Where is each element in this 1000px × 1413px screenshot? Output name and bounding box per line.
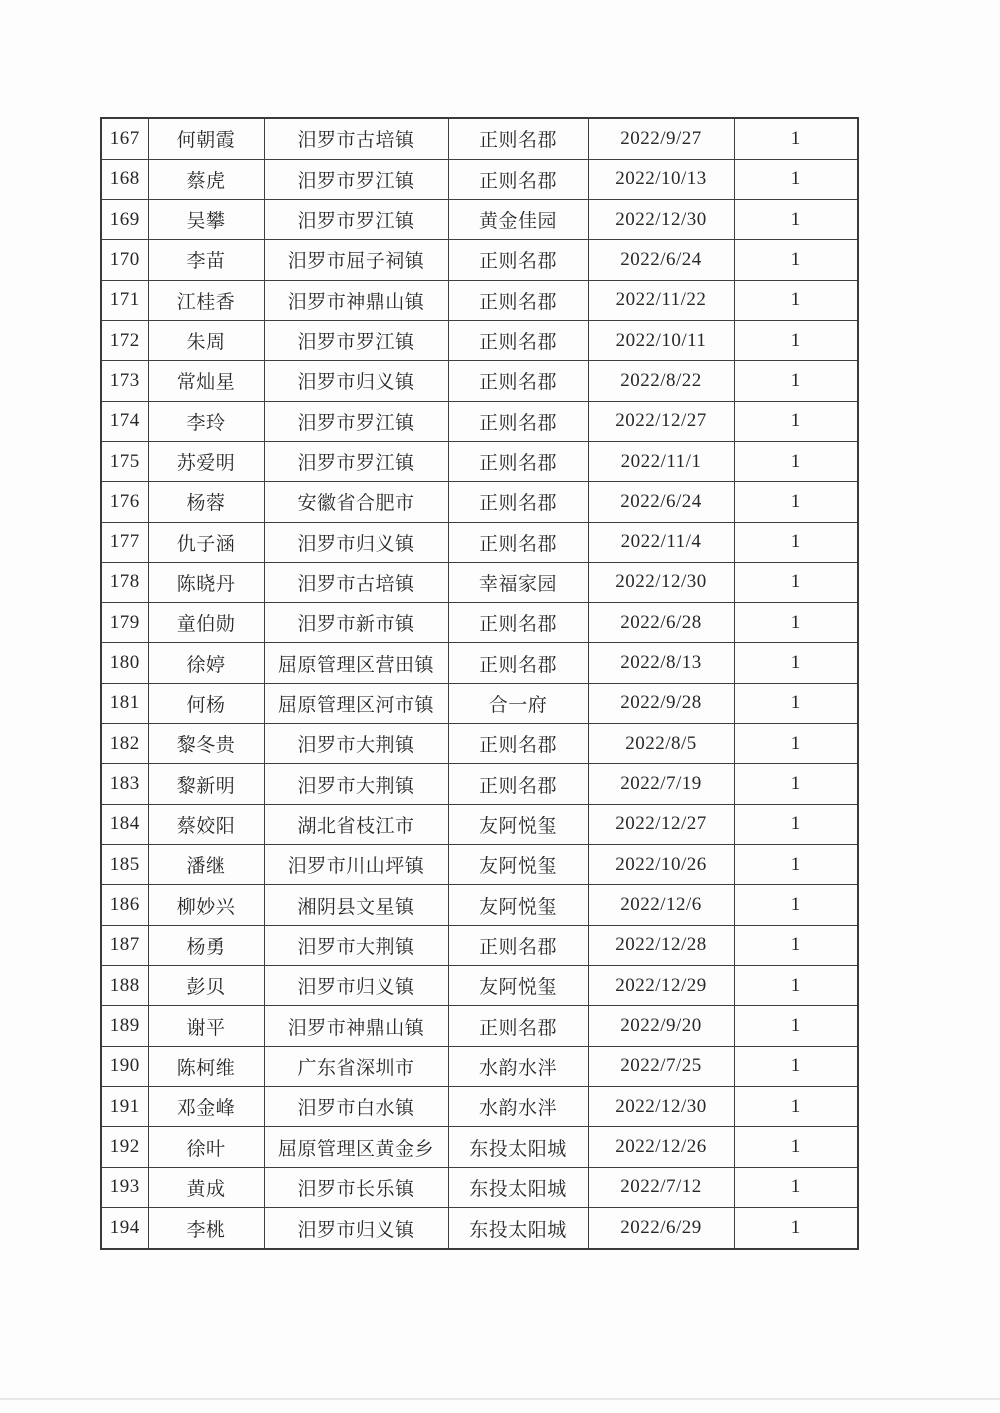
- table-cell-count: 1: [734, 159, 858, 199]
- table-row: [101, 643, 858, 683]
- table-cell-date: 2022/10/13: [588, 159, 734, 199]
- table-cell-community: 正则名郡: [448, 361, 588, 401]
- table-cell-community: 水韵水泮: [448, 1046, 588, 1086]
- table-row: [101, 764, 858, 804]
- table-cell-location: 汨罗市神鼎山镇: [264, 1006, 448, 1046]
- table-cell-index: 184: [101, 804, 148, 844]
- table-row: [101, 522, 858, 562]
- table-cell-count: 1: [734, 361, 858, 401]
- table-cell-community: 友阿悦玺: [448, 804, 588, 844]
- table-cell-date: 2022/8/22: [588, 361, 734, 401]
- table-cell-index: 179: [101, 603, 148, 643]
- table-cell-count: 1: [734, 1167, 858, 1207]
- table-cell-count: 1: [734, 320, 858, 360]
- table-cell-index: 193: [101, 1167, 148, 1207]
- table-cell-name: 童伯勋: [148, 603, 264, 643]
- table-cell-location: 汨罗市归义镇: [264, 522, 448, 562]
- table-cell-date: 2022/9/27: [588, 118, 734, 159]
- table-cell-location: 汨罗市古培镇: [264, 118, 448, 159]
- table-row: [101, 1006, 858, 1046]
- table-cell-date: 2022/8/5: [588, 724, 734, 764]
- table-cell-name: 黄成: [148, 1167, 264, 1207]
- table-row: [101, 1127, 858, 1167]
- table-cell-count: 1: [734, 482, 858, 522]
- table-cell-index: 191: [101, 1087, 148, 1127]
- table-cell-name: 仇子涵: [148, 522, 264, 562]
- table-cell-date: 2022/12/6: [588, 885, 734, 925]
- table-cell-date: 2022/11/4: [588, 522, 734, 562]
- table-cell-location: 汨罗市罗江镇: [264, 401, 448, 441]
- table-cell-name: 陈晓丹: [148, 562, 264, 602]
- table-cell-location: 屈原管理区河市镇: [264, 683, 448, 723]
- table-cell-location: 屈原管理区黄金乡: [264, 1127, 448, 1167]
- table-cell-date: 2022/7/19: [588, 764, 734, 804]
- table-row: [101, 845, 858, 885]
- table-cell-index: 188: [101, 966, 148, 1006]
- table-cell-index: 194: [101, 1208, 148, 1249]
- table-cell-date: 2022/12/27: [588, 804, 734, 844]
- table-body: [101, 118, 858, 1249]
- table-cell-location: 汨罗市白水镇: [264, 1087, 448, 1127]
- table-cell-index: 178: [101, 562, 148, 602]
- table-cell-count: 1: [734, 1046, 858, 1086]
- table-cell-index: 175: [101, 441, 148, 481]
- table-cell-count: 1: [734, 885, 858, 925]
- table-cell-name: 常灿星: [148, 361, 264, 401]
- table-cell-name: 何杨: [148, 683, 264, 723]
- table-cell-location: 汨罗市罗江镇: [264, 199, 448, 239]
- table-cell-name: 江桂香: [148, 280, 264, 320]
- table-cell-name: 徐叶: [148, 1127, 264, 1167]
- table-cell-community: 正则名郡: [448, 240, 588, 280]
- table-cell-name: 蔡姣阳: [148, 804, 264, 844]
- table-cell-count: 1: [734, 643, 858, 683]
- table-row: [101, 1167, 858, 1207]
- table-cell-index: 192: [101, 1127, 148, 1167]
- table-cell-community: 正则名郡: [448, 280, 588, 320]
- table-row: [101, 361, 858, 401]
- table-row: [101, 683, 858, 723]
- table-cell-date: 2022/12/28: [588, 925, 734, 965]
- table-row: [101, 885, 858, 925]
- table-cell-date: 2022/12/30: [588, 1087, 734, 1127]
- table-cell-name: 杨蓉: [148, 482, 264, 522]
- table-row: [101, 966, 858, 1006]
- table-cell-community: 东投太阳城: [448, 1127, 588, 1167]
- table-cell-count: 1: [734, 562, 858, 602]
- table-cell-date: 2022/12/26: [588, 1127, 734, 1167]
- table-cell-name: 潘继: [148, 845, 264, 885]
- table-cell-location: 汨罗市归义镇: [264, 1208, 448, 1249]
- table-cell-index: 177: [101, 522, 148, 562]
- table-row: [101, 240, 858, 280]
- table-cell-date: 2022/6/28: [588, 603, 734, 643]
- table-row: [101, 1046, 858, 1086]
- table-cell-count: 1: [734, 683, 858, 723]
- table-cell-location: 汨罗市大荆镇: [264, 925, 448, 965]
- table-row: [101, 1087, 858, 1127]
- table-cell-name: 朱周: [148, 320, 264, 360]
- table-cell-name: 何朝霞: [148, 118, 264, 159]
- table-cell-community: 黄金佳园: [448, 199, 588, 239]
- table-cell-community: 正则名郡: [448, 925, 588, 965]
- table-cell-location: 湘阴县文星镇: [264, 885, 448, 925]
- table-cell-index: 186: [101, 885, 148, 925]
- table-cell-community: 友阿悦玺: [448, 966, 588, 1006]
- table-cell-location: 广东省深圳市: [264, 1046, 448, 1086]
- table-cell-count: 1: [734, 441, 858, 481]
- table-cell-date: 2022/7/12: [588, 1167, 734, 1207]
- table-cell-date: 2022/10/26: [588, 845, 734, 885]
- table-cell-name: 徐婷: [148, 643, 264, 683]
- table-cell-community: 正则名郡: [448, 522, 588, 562]
- table-cell-community: 友阿悦玺: [448, 845, 588, 885]
- table-cell-date: 2022/6/29: [588, 1208, 734, 1249]
- table-cell-community: 正则名郡: [448, 482, 588, 522]
- table-cell-count: 1: [734, 199, 858, 239]
- table-row: [101, 199, 858, 239]
- table-cell-count: 1: [734, 724, 858, 764]
- table-cell-name: 李玲: [148, 401, 264, 441]
- table-cell-index: 183: [101, 764, 148, 804]
- table-cell-index: 190: [101, 1046, 148, 1086]
- table-cell-community: 正则名郡: [448, 643, 588, 683]
- table-cell-count: 1: [734, 1127, 858, 1167]
- table-cell-index: 182: [101, 724, 148, 764]
- table-cell-date: 2022/10/11: [588, 320, 734, 360]
- table-row: [101, 804, 858, 844]
- table-cell-count: 1: [734, 522, 858, 562]
- table-cell-date: 2022/12/30: [588, 199, 734, 239]
- table-cell-name: 蔡虎: [148, 159, 264, 199]
- table-cell-name: 李苗: [148, 240, 264, 280]
- table-cell-count: 1: [734, 118, 858, 159]
- table-cell-date: 2022/12/27: [588, 401, 734, 441]
- table-cell-date: 2022/9/20: [588, 1006, 734, 1046]
- table-cell-date: 2022/12/29: [588, 966, 734, 1006]
- table-cell-date: 2022/11/1: [588, 441, 734, 481]
- table-cell-count: 1: [734, 804, 858, 844]
- table-cell-count: 1: [734, 1208, 858, 1249]
- table-cell-index: 173: [101, 361, 148, 401]
- table-cell-date: 2022/8/13: [588, 643, 734, 683]
- table-cell-date: 2022/12/30: [588, 562, 734, 602]
- table-cell-location: 汨罗市古培镇: [264, 562, 448, 602]
- table-cell-date: 2022/6/24: [588, 482, 734, 522]
- table-cell-location: 汨罗市罗江镇: [264, 159, 448, 199]
- table-cell-name: 黎新明: [148, 764, 264, 804]
- table-cell-count: 1: [734, 966, 858, 1006]
- table-cell-community: 幸福家园: [448, 562, 588, 602]
- table-row: [101, 1208, 858, 1249]
- table-cell-count: 1: [734, 1087, 858, 1127]
- table-cell-community: 正则名郡: [448, 401, 588, 441]
- table-cell-location: 安徽省合肥市: [264, 482, 448, 522]
- table-cell-index: 168: [101, 159, 148, 199]
- table-row: [101, 320, 858, 360]
- table-cell-location: 汨罗市归义镇: [264, 361, 448, 401]
- table-cell-community: 正则名郡: [448, 441, 588, 481]
- table-cell-count: 1: [734, 764, 858, 804]
- table-cell-count: 1: [734, 925, 858, 965]
- table-cell-name: 吴攀: [148, 199, 264, 239]
- table-cell-index: 167: [101, 118, 148, 159]
- table-row: [101, 724, 858, 764]
- table-cell-index: 172: [101, 320, 148, 360]
- table-cell-community: 东投太阳城: [448, 1167, 588, 1207]
- table-row: [101, 925, 858, 965]
- table-cell-date: 2022/6/24: [588, 240, 734, 280]
- table-cell-location: 汨罗市罗江镇: [264, 441, 448, 481]
- table-cell-community: 合一府: [448, 683, 588, 723]
- table-cell-community: 正则名郡: [448, 724, 588, 764]
- table-cell-location: 汨罗市归义镇: [264, 966, 448, 1006]
- table-cell-name: 谢平: [148, 1006, 264, 1046]
- table-cell-name: 彭贝: [148, 966, 264, 1006]
- table-cell-location: 屈原管理区营田镇: [264, 643, 448, 683]
- table-cell-location: 汨罗市新市镇: [264, 603, 448, 643]
- table-row: [101, 482, 858, 522]
- table-row: [101, 603, 858, 643]
- table-cell-index: 169: [101, 199, 148, 239]
- resident-record-table: [100, 117, 859, 1250]
- table-cell-community: 正则名郡: [448, 320, 588, 360]
- table-cell-date: 2022/9/28: [588, 683, 734, 723]
- table-cell-location: 汨罗市大荆镇: [264, 764, 448, 804]
- table-cell-location: 汨罗市长乐镇: [264, 1167, 448, 1207]
- table-row: [101, 159, 858, 199]
- table-cell-index: 171: [101, 280, 148, 320]
- table-cell-location: 汨罗市大荆镇: [264, 724, 448, 764]
- table-cell-location: 汨罗市屈子祠镇: [264, 240, 448, 280]
- table-cell-community: 正则名郡: [448, 603, 588, 643]
- table-cell-index: 170: [101, 240, 148, 280]
- table-cell-name: 杨勇: [148, 925, 264, 965]
- table-row: [101, 562, 858, 602]
- table-cell-date: 2022/7/25: [588, 1046, 734, 1086]
- table-cell-index: 189: [101, 1006, 148, 1046]
- table-cell-location: 汨罗市川山坪镇: [264, 845, 448, 885]
- table-cell-name: 柳妙兴: [148, 885, 264, 925]
- table-cell-date: 2022/11/22: [588, 280, 734, 320]
- table-row: [101, 441, 858, 481]
- table-row: [101, 280, 858, 320]
- table-cell-location: 汨罗市神鼎山镇: [264, 280, 448, 320]
- table-row: [101, 401, 858, 441]
- table-cell-count: 1: [734, 240, 858, 280]
- table-cell-community: 水韵水泮: [448, 1087, 588, 1127]
- table-cell-count: 1: [734, 1006, 858, 1046]
- table-cell-name: 苏爱明: [148, 441, 264, 481]
- table-cell-count: 1: [734, 603, 858, 643]
- table-cell-location: 湖北省枝江市: [264, 804, 448, 844]
- table-cell-count: 1: [734, 845, 858, 885]
- table-cell-index: 176: [101, 482, 148, 522]
- table-cell-name: 邓金峰: [148, 1087, 264, 1127]
- page-bottom-edge: [0, 1398, 1000, 1400]
- table-cell-name: 李桃: [148, 1208, 264, 1249]
- table-row: [101, 118, 858, 159]
- table-cell-community: 正则名郡: [448, 1006, 588, 1046]
- table-cell-index: 174: [101, 401, 148, 441]
- table-cell-index: 185: [101, 845, 148, 885]
- table-cell-name: 陈柯维: [148, 1046, 264, 1086]
- table-cell-index: 181: [101, 683, 148, 723]
- table-cell-index: 180: [101, 643, 148, 683]
- table-cell-index: 187: [101, 925, 148, 965]
- table-cell-location: 汨罗市罗江镇: [264, 320, 448, 360]
- table-cell-community: 正则名郡: [448, 118, 588, 159]
- table-cell-name: 黎冬贵: [148, 724, 264, 764]
- table-cell-count: 1: [734, 280, 858, 320]
- table-cell-community: 东投太阳城: [448, 1208, 588, 1249]
- table-cell-community: 友阿悦玺: [448, 885, 588, 925]
- table-cell-count: 1: [734, 401, 858, 441]
- table-cell-community: 正则名郡: [448, 159, 588, 199]
- table-cell-community: 正则名郡: [448, 764, 588, 804]
